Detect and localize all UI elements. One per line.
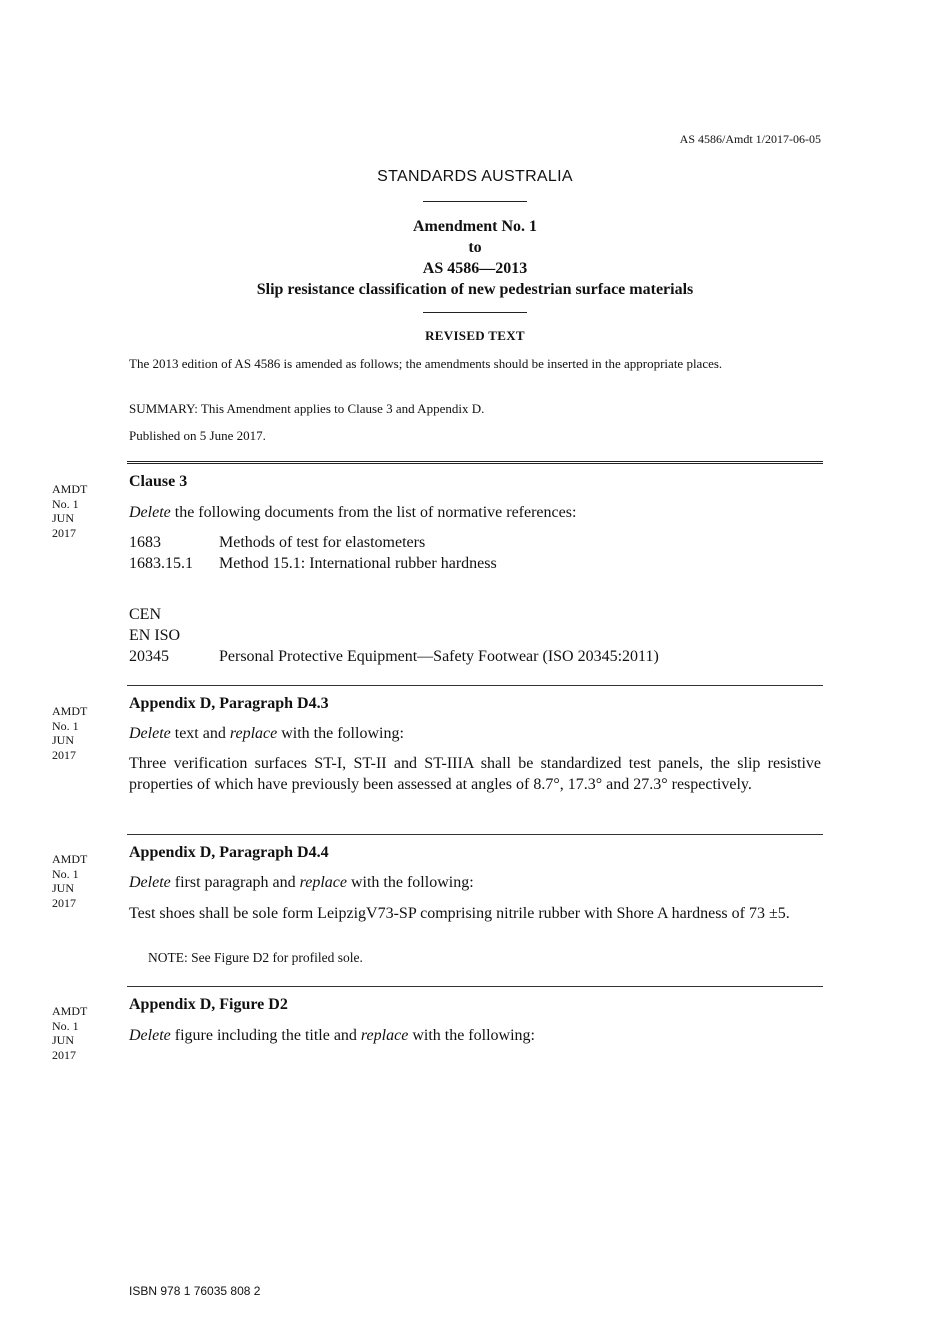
section-divider [127, 834, 823, 835]
section-divider [127, 986, 823, 987]
organization-name: STANDARDS AUSTRALIA [377, 168, 573, 185]
figd2-heading: Appendix D, Figure D2 [129, 996, 288, 1013]
amendment-marker: AMDT No. 1 JUN 2017 [52, 704, 88, 762]
published-date: Published on 5 June 2017. [129, 428, 266, 443]
d44-heading: Appendix D, Paragraph D4.4 [129, 844, 329, 861]
revised-text-heading: REVISED TEXT [425, 328, 525, 343]
standard-title: Slip resistance classification of new pedestrian surface materials [256, 281, 694, 298]
reference-row: 20345 Personal Protective Equipment—Safety Footwear (ISO 20345:2011) [129, 648, 659, 665]
isbn-footer: ISBN 978 1 76035 808 2 [129, 1284, 261, 1298]
d43-body: Three verification surfaces ST-I, ST-II and ST-IIIA shall be standardized test panels, the slip resistive properties of which have previously been assessed at angles of 8.7°, 17.3° and 27.3° respectively. [129, 755, 821, 793]
title-divider-top [423, 201, 527, 202]
section-divider-double [127, 461, 823, 464]
reference-org-en-iso: EN ISO [129, 627, 181, 644]
reference-org-cen: CEN [129, 606, 161, 623]
standard-number: AS 4586—2013 [422, 260, 528, 277]
reference-row: 1683.15.1 Method 15.1: International rubber hardness [129, 555, 497, 572]
d43-instruction: Delete text and replace with the following: [129, 725, 404, 742]
d43-heading: Appendix D, Paragraph D4.3 [129, 695, 329, 712]
d44-instruction: Delete first paragraph and replace with the following: [129, 874, 474, 891]
clause3-instruction: Delete the following documents from the list of normative references: [129, 504, 577, 521]
intro-paragraph: The 2013 edition of AS 4586 is amended as follows; the amendments should be inserted in the appropriate places. [129, 356, 723, 371]
d44-note: NOTE: See Figure D2 for profiled sole. [148, 950, 363, 965]
title-to: to [468, 239, 482, 256]
amendment-marker: AMDT No. 1 JUN 2017 [52, 852, 88, 910]
clause3-heading: Clause 3 [129, 473, 188, 490]
document-reference: AS 4586/Amdt 1/2017-06-05 [679, 132, 821, 146]
d44-body: Test shoes shall be sole form LeipzigV73-SP comprising nitrile rubber with Shore A hardness of 73 ±5. [129, 905, 790, 922]
summary-paragraph: SUMMARY: This Amendment applies to Clause 3 and Appendix D. [129, 401, 485, 416]
reference-row: 1683 Methods of test for elastometers [129, 534, 426, 551]
section-divider [127, 685, 823, 686]
amendment-marker: AMDT No. 1 JUN 2017 [52, 1004, 88, 1062]
title-divider-bottom [423, 312, 527, 313]
amendment-marker: AMDT No. 1 JUN 2017 [52, 482, 88, 540]
amendment-number: Amendment No. 1 [413, 218, 537, 235]
figd2-instruction: Delete figure including the title and replace with the following: [129, 1027, 535, 1044]
